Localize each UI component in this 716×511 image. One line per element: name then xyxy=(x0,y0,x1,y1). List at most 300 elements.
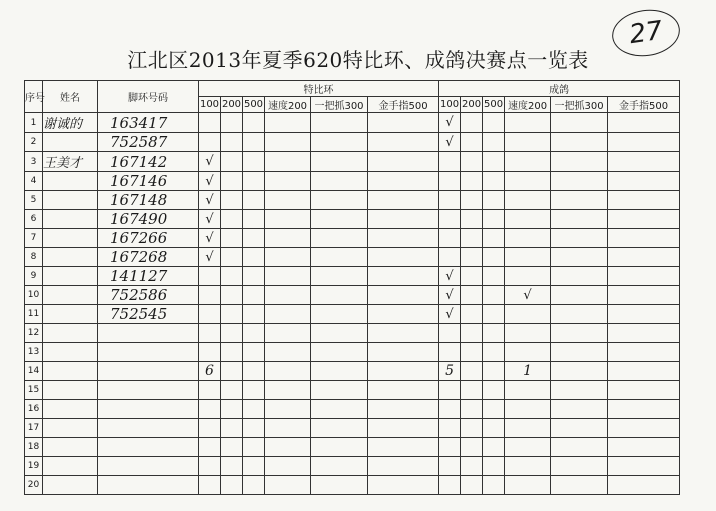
table-row xyxy=(25,305,680,324)
chengge-mark-5 xyxy=(608,324,680,343)
tebi-mark-5 xyxy=(368,419,439,438)
chengge-mark-1 xyxy=(461,191,483,210)
chengge-mark-3 xyxy=(505,152,551,172)
chengge-mark-3 xyxy=(505,191,551,210)
chengge-mark-2 xyxy=(483,172,505,191)
row-number: 11 xyxy=(25,305,43,324)
header-chengge-0: 100 xyxy=(439,97,461,113)
tebi-mark-3 xyxy=(265,362,311,381)
tebi-mark-0 xyxy=(199,324,221,343)
tebi-mark-1 xyxy=(221,267,243,286)
chengge-mark-2 xyxy=(483,419,505,438)
chengge-mark-5 xyxy=(608,457,680,476)
chengge-mark-3 xyxy=(505,305,551,324)
table-row xyxy=(25,438,680,457)
chengge-mark-5 xyxy=(608,381,680,400)
chengge-mark-2 xyxy=(483,133,505,152)
tebi-mark-5 xyxy=(368,400,439,419)
chengge-mark-0 xyxy=(439,400,461,419)
tebi-mark-4 xyxy=(311,113,368,133)
owner-name xyxy=(43,191,98,210)
header-tebi-0: 100 xyxy=(199,97,221,113)
tebi-mark-0: √ xyxy=(199,152,221,172)
tebi-mark-4 xyxy=(311,172,368,191)
tebi-mark-4 xyxy=(311,152,368,172)
chengge-mark-1 xyxy=(461,210,483,229)
owner-name: 谢诚的 xyxy=(43,113,98,133)
chengge-mark-0: √ xyxy=(439,305,461,324)
table-row xyxy=(25,210,680,229)
row-number: 12 xyxy=(25,324,43,343)
chengge-mark-5 xyxy=(608,286,680,305)
chengge-mark-4 xyxy=(551,438,608,457)
chengge-mark-3 xyxy=(505,400,551,419)
row-number: 4 xyxy=(25,172,43,191)
row-number: 20 xyxy=(25,476,43,495)
tebi-mark-2 xyxy=(243,305,265,324)
chengge-mark-0 xyxy=(439,419,461,438)
chengge-mark-2 xyxy=(483,152,505,172)
row-number: 9 xyxy=(25,267,43,286)
table-row xyxy=(25,419,680,438)
ring-number: 167148 xyxy=(98,191,199,210)
chengge-mark-4 xyxy=(551,286,608,305)
tebi-mark-2 xyxy=(243,113,265,133)
tebi-mark-3 xyxy=(265,152,311,172)
tebi-mark-3 xyxy=(265,229,311,248)
ring-number: 167146 xyxy=(98,172,199,191)
tebi-mark-5 xyxy=(368,152,439,172)
tebi-mark-5 xyxy=(368,362,439,381)
tebi-mark-0 xyxy=(199,343,221,362)
table-row xyxy=(25,362,680,381)
tebi-mark-0 xyxy=(199,438,221,457)
tebi-mark-1 xyxy=(221,248,243,267)
tebi-mark-0 xyxy=(199,419,221,438)
chengge-mark-4 xyxy=(551,305,608,324)
chengge-mark-1 xyxy=(461,286,483,305)
chengge-mark-1 xyxy=(461,152,483,172)
row-number: 19 xyxy=(25,457,43,476)
chengge-mark-5 xyxy=(608,152,680,172)
tebi-mark-5 xyxy=(368,248,439,267)
owner-name xyxy=(43,381,98,400)
table-row xyxy=(25,152,680,172)
chengge-mark-5 xyxy=(608,400,680,419)
tebi-mark-1 xyxy=(221,305,243,324)
chengge-mark-0 xyxy=(439,381,461,400)
tebi-mark-5 xyxy=(368,172,439,191)
owner-name xyxy=(43,248,98,267)
tebi-mark-3 xyxy=(265,267,311,286)
chengge-mark-2 xyxy=(483,343,505,362)
chengge-mark-5 xyxy=(608,191,680,210)
tebi-mark-3 xyxy=(265,113,311,133)
chengge-mark-2 xyxy=(483,113,505,133)
owner-name xyxy=(43,229,98,248)
chengge-mark-5 xyxy=(608,133,680,152)
page-title: 江北区2013年夏季620特比环、成鸽决赛点一览表 xyxy=(127,48,589,72)
row-number: 5 xyxy=(25,191,43,210)
tebi-mark-3 xyxy=(265,191,311,210)
chengge-mark-0 xyxy=(439,191,461,210)
tebi-mark-4 xyxy=(311,305,368,324)
header-tebi-3: 速度200 xyxy=(265,97,311,113)
chengge-mark-5 xyxy=(608,362,680,381)
header-tebi-2: 500 xyxy=(243,97,265,113)
tebi-mark-2 xyxy=(243,324,265,343)
tebi-mark-4 xyxy=(311,457,368,476)
tebi-mark-2 xyxy=(243,362,265,381)
chengge-mark-5 xyxy=(608,305,680,324)
ring-number: 752587 xyxy=(98,133,199,152)
tebi-mark-3 xyxy=(265,476,311,495)
chengge-mark-4 xyxy=(551,172,608,191)
tebi-mark-1 xyxy=(221,324,243,343)
owner-name xyxy=(43,438,98,457)
chengge-mark-3 xyxy=(505,476,551,495)
row-number: 18 xyxy=(25,438,43,457)
owner-name: 王美才 xyxy=(43,152,98,172)
header-group-chengge: 成鸽 xyxy=(439,81,680,97)
tebi-mark-3 xyxy=(265,400,311,419)
table-row xyxy=(25,172,680,191)
owner-name xyxy=(43,419,98,438)
chengge-mark-1 xyxy=(461,419,483,438)
table-row xyxy=(25,476,680,495)
chengge-mark-4 xyxy=(551,343,608,362)
tebi-mark-1 xyxy=(221,229,243,248)
chengge-mark-1 xyxy=(461,457,483,476)
chengge-mark-2 xyxy=(483,229,505,248)
header-tebi-1: 200 xyxy=(221,97,243,113)
table-row xyxy=(25,400,680,419)
tebi-mark-0 xyxy=(199,381,221,400)
tebi-mark-3 xyxy=(265,381,311,400)
chengge-mark-3 xyxy=(505,113,551,133)
tebi-mark-3 xyxy=(265,172,311,191)
ring-number: 752545 xyxy=(98,305,199,324)
chengge-mark-3 xyxy=(505,267,551,286)
row-number: 17 xyxy=(25,419,43,438)
chengge-mark-1 xyxy=(461,438,483,457)
chengge-mark-5 xyxy=(608,476,680,495)
header-chengge-1: 200 xyxy=(461,97,483,113)
tebi-mark-2 xyxy=(243,172,265,191)
chengge-mark-1 xyxy=(461,133,483,152)
chengge-mark-4 xyxy=(551,267,608,286)
tebi-mark-5 xyxy=(368,229,439,248)
chengge-mark-5 xyxy=(608,229,680,248)
tebi-mark-0 xyxy=(199,113,221,133)
ring-number xyxy=(98,381,199,400)
tebi-mark-5 xyxy=(368,191,439,210)
chengge-mark-5 xyxy=(608,267,680,286)
chengge-mark-1 xyxy=(461,400,483,419)
chengge-mark-1 xyxy=(461,324,483,343)
owner-name xyxy=(43,324,98,343)
chengge-mark-1 xyxy=(461,267,483,286)
chengge-mark-3 xyxy=(505,248,551,267)
owner-name xyxy=(43,362,98,381)
tebi-mark-5 xyxy=(368,210,439,229)
chengge-mark-0 xyxy=(439,438,461,457)
chengge-mark-2 xyxy=(483,305,505,324)
tebi-mark-1 xyxy=(221,419,243,438)
chengge-mark-3 xyxy=(505,229,551,248)
chengge-mark-2 xyxy=(483,324,505,343)
chengge-mark-0 xyxy=(439,248,461,267)
chengge-mark-2 xyxy=(483,457,505,476)
tebi-mark-2 xyxy=(243,229,265,248)
ring-number xyxy=(98,400,199,419)
chengge-mark-4 xyxy=(551,476,608,495)
row-number: 8 xyxy=(25,248,43,267)
tebi-mark-4 xyxy=(311,400,368,419)
ring-number: 141127 xyxy=(98,267,199,286)
tebi-mark-1 xyxy=(221,400,243,419)
tebi-mark-3 xyxy=(265,286,311,305)
tebi-mark-0 xyxy=(199,400,221,419)
chengge-mark-3 xyxy=(505,438,551,457)
tebi-mark-5 xyxy=(368,324,439,343)
tebi-mark-1 xyxy=(221,438,243,457)
row-number: 3 xyxy=(25,152,43,172)
chengge-mark-4 xyxy=(551,248,608,267)
row-number: 7 xyxy=(25,229,43,248)
tebi-mark-2 xyxy=(243,152,265,172)
header-group-tebi: 特比环 xyxy=(199,81,439,97)
tebi-mark-0 xyxy=(199,286,221,305)
tebi-mark-4 xyxy=(311,362,368,381)
chengge-mark-2 xyxy=(483,210,505,229)
ring-number xyxy=(98,438,199,457)
chengge-mark-4 xyxy=(551,229,608,248)
table-row xyxy=(25,343,680,362)
tebi-mark-2 xyxy=(243,438,265,457)
chengge-mark-0 xyxy=(439,152,461,172)
chengge-mark-1 xyxy=(461,381,483,400)
tebi-mark-1 xyxy=(221,133,243,152)
ring-number xyxy=(98,457,199,476)
chengge-mark-0 xyxy=(439,172,461,191)
chengge-mark-4 xyxy=(551,133,608,152)
tebi-mark-0: √ xyxy=(199,172,221,191)
chengge-mark-4 xyxy=(551,210,608,229)
tebi-mark-0 xyxy=(199,267,221,286)
table-row xyxy=(25,457,680,476)
chengge-mark-5 xyxy=(608,210,680,229)
tebi-mark-0: √ xyxy=(199,210,221,229)
chengge-mark-4 xyxy=(551,113,608,133)
chengge-mark-1 xyxy=(461,476,483,495)
tebi-mark-4 xyxy=(311,267,368,286)
ring-number xyxy=(98,343,199,362)
tebi-mark-2 xyxy=(243,210,265,229)
tebi-mark-0: √ xyxy=(199,248,221,267)
row-number: 6 xyxy=(25,210,43,229)
chengge-mark-0 xyxy=(439,324,461,343)
row-number: 1 xyxy=(25,113,43,133)
tebi-mark-0: 6 xyxy=(199,362,221,381)
table-row xyxy=(25,133,680,152)
tebi-mark-2 xyxy=(243,400,265,419)
tebi-mark-3 xyxy=(265,133,311,152)
tebi-mark-5 xyxy=(368,305,439,324)
tebi-mark-2 xyxy=(243,476,265,495)
tebi-mark-4 xyxy=(311,476,368,495)
chengge-mark-4 xyxy=(551,362,608,381)
tebi-mark-5 xyxy=(368,476,439,495)
chengge-mark-2 xyxy=(483,400,505,419)
chengge-mark-4 xyxy=(551,457,608,476)
tebi-mark-3 xyxy=(265,343,311,362)
owner-name xyxy=(43,286,98,305)
tebi-mark-4 xyxy=(311,133,368,152)
owner-name xyxy=(43,305,98,324)
table-row xyxy=(25,248,680,267)
tebi-mark-2 xyxy=(243,191,265,210)
chengge-mark-4 xyxy=(551,191,608,210)
tebi-mark-2 xyxy=(243,419,265,438)
tebi-mark-0 xyxy=(199,457,221,476)
tebi-mark-2 xyxy=(243,381,265,400)
ring-number xyxy=(98,324,199,343)
tebi-mark-4 xyxy=(311,191,368,210)
header-chengge-4: 一把抓300 xyxy=(551,97,608,113)
row-number: 14 xyxy=(25,362,43,381)
table-row xyxy=(25,229,680,248)
table-row xyxy=(25,324,680,343)
tebi-mark-1 xyxy=(221,172,243,191)
chengge-mark-5 xyxy=(608,438,680,457)
owner-name xyxy=(43,400,98,419)
chengge-mark-5 xyxy=(608,419,680,438)
tebi-mark-4 xyxy=(311,229,368,248)
tebi-mark-0 xyxy=(199,476,221,495)
tebi-mark-1 xyxy=(221,457,243,476)
header-tebi-4: 一把抓300 xyxy=(311,97,368,113)
chengge-mark-4 xyxy=(551,324,608,343)
chengge-mark-2 xyxy=(483,267,505,286)
chengge-mark-3 xyxy=(505,210,551,229)
header-group-row xyxy=(25,81,680,97)
tebi-mark-4 xyxy=(311,438,368,457)
row-number: 10 xyxy=(25,286,43,305)
tebi-mark-1 xyxy=(221,476,243,495)
chengge-mark-1 xyxy=(461,362,483,381)
ring-number xyxy=(98,419,199,438)
tebi-mark-4 xyxy=(311,381,368,400)
row-number: 15 xyxy=(25,381,43,400)
chengge-mark-0 xyxy=(439,457,461,476)
tebi-mark-1 xyxy=(221,210,243,229)
tebi-mark-3 xyxy=(265,438,311,457)
chengge-mark-3 xyxy=(505,172,551,191)
chengge-mark-0 xyxy=(439,343,461,362)
chengge-mark-2 xyxy=(483,362,505,381)
chengge-mark-2 xyxy=(483,476,505,495)
chengge-mark-4 xyxy=(551,381,608,400)
tebi-mark-1 xyxy=(221,113,243,133)
tebi-mark-5 xyxy=(368,381,439,400)
tebi-mark-3 xyxy=(265,419,311,438)
chengge-mark-0 xyxy=(439,210,461,229)
ring-number: 167268 xyxy=(98,248,199,267)
owner-name xyxy=(43,476,98,495)
header-chengge-2: 500 xyxy=(483,97,505,113)
tebi-mark-0: √ xyxy=(199,229,221,248)
chengge-mark-1 xyxy=(461,343,483,362)
tebi-mark-2 xyxy=(243,457,265,476)
tebi-mark-1 xyxy=(221,152,243,172)
ring-number xyxy=(98,362,199,381)
tebi-mark-4 xyxy=(311,419,368,438)
tebi-mark-2 xyxy=(243,343,265,362)
row-number: 2 xyxy=(25,133,43,152)
table-row xyxy=(25,191,680,210)
chengge-mark-1 xyxy=(461,229,483,248)
chengge-mark-1 xyxy=(461,113,483,133)
owner-name xyxy=(43,133,98,152)
page-number: 27 xyxy=(627,15,665,51)
tebi-mark-3 xyxy=(265,248,311,267)
tebi-mark-5 xyxy=(368,133,439,152)
tebi-mark-2 xyxy=(243,286,265,305)
header-tebi-5: 金手指500 xyxy=(368,97,439,113)
chengge-mark-3: √ xyxy=(505,286,551,305)
ring-number: 167142 xyxy=(98,152,199,172)
row-number: 16 xyxy=(25,400,43,419)
chengge-mark-0: 5 xyxy=(439,362,461,381)
chengge-mark-2 xyxy=(483,286,505,305)
ring-number: 752586 xyxy=(98,286,199,305)
tebi-mark-1 xyxy=(221,286,243,305)
chengge-mark-3: 1 xyxy=(505,362,551,381)
tebi-mark-0 xyxy=(199,133,221,152)
chengge-mark-2 xyxy=(483,381,505,400)
chengge-mark-5 xyxy=(608,248,680,267)
tebi-mark-0 xyxy=(199,305,221,324)
table-row xyxy=(25,267,680,286)
tebi-mark-3 xyxy=(265,457,311,476)
tebi-mark-5 xyxy=(368,438,439,457)
chengge-mark-4 xyxy=(551,419,608,438)
owner-name xyxy=(43,343,98,362)
table-row xyxy=(25,381,680,400)
chengge-mark-5 xyxy=(608,343,680,362)
tebi-mark-5 xyxy=(368,457,439,476)
tebi-mark-5 xyxy=(368,113,439,133)
chengge-mark-3 xyxy=(505,133,551,152)
chengge-mark-1 xyxy=(461,305,483,324)
chengge-mark-1 xyxy=(461,248,483,267)
tebi-mark-4 xyxy=(311,248,368,267)
tebi-mark-1 xyxy=(221,362,243,381)
ring-number xyxy=(98,476,199,495)
row-number: 13 xyxy=(25,343,43,362)
chengge-mark-0: √ xyxy=(439,267,461,286)
ring-number: 167490 xyxy=(98,210,199,229)
tebi-mark-2 xyxy=(243,267,265,286)
chengge-mark-2 xyxy=(483,248,505,267)
chengge-mark-0 xyxy=(439,229,461,248)
owner-name xyxy=(43,457,98,476)
tebi-mark-5 xyxy=(368,343,439,362)
table-row xyxy=(25,286,680,305)
chengge-mark-0: √ xyxy=(439,286,461,305)
chengge-mark-0: √ xyxy=(439,113,461,133)
